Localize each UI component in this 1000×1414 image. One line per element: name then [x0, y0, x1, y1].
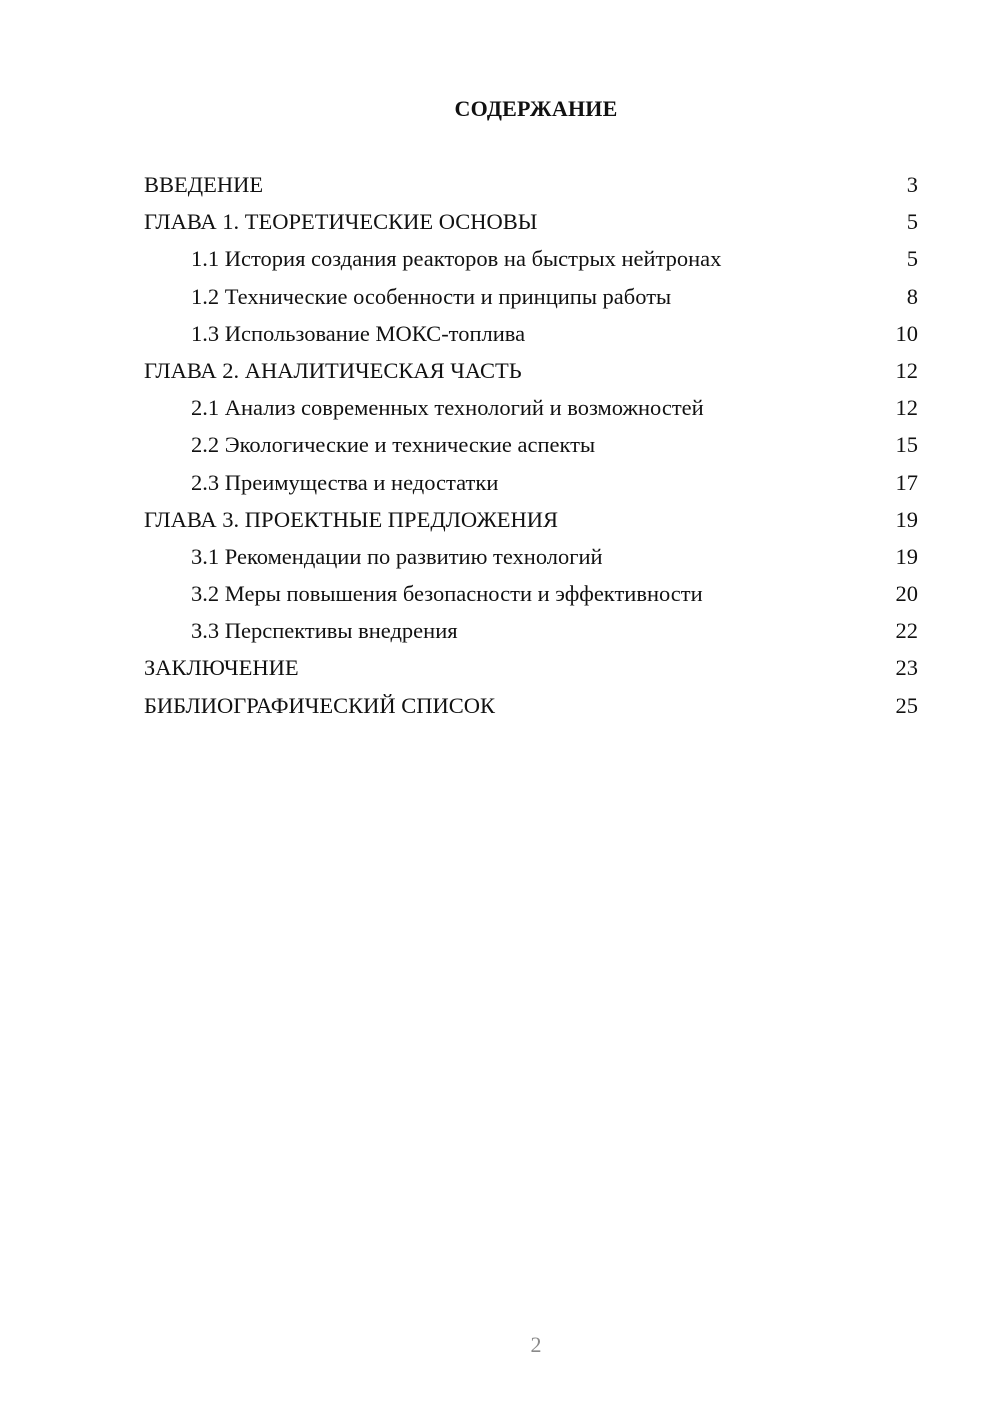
toc-entry	[144, 352, 918, 389]
toc-entry-page: 19	[895, 506, 918, 532]
toc-entry	[144, 687, 918, 724]
toc-entry-label: 3.3 Перспективы внедрения	[191, 618, 458, 644]
toc-entry-label: ГЛАВА 3. ПРОЕКТНЫЕ ПРЕДЛОЖЕНИЯ	[144, 506, 559, 532]
toc-entry-label: 1.1 История создания реакторов на быстрых нейтронах	[191, 246, 722, 272]
toc-entry-page: 12	[895, 357, 918, 383]
toc-entry-page: 5	[906, 246, 918, 272]
toc-entry	[144, 203, 918, 240]
toc-entry-page: 12	[895, 395, 918, 421]
toc-entry-label: 3.1 Рекомендации по развитию технологий	[191, 543, 603, 569]
toc-entry-label: ЗАКЛЮЧЕНИЕ	[144, 655, 299, 681]
toc-entry-label: БИБЛИОГРАФИЧЕСКИЙ СПИСОК	[144, 692, 496, 718]
toc-entry	[144, 426, 918, 463]
toc-entry-label: 1.3 Использование МОКС-топлива	[191, 320, 526, 346]
toc-entry-page: 15	[895, 432, 918, 458]
page-title: СОДЕРЖАНИЕ	[454, 96, 618, 121]
toc-entry-label: ВВЕДЕНИЕ	[144, 172, 264, 197]
toc-entry	[144, 612, 918, 649]
toc-entry	[144, 240, 918, 277]
toc-entry-page: 8	[906, 283, 918, 309]
toc-entry-label: ГЛАВА 1. ТЕОРЕТИЧЕСКИЕ ОСНОВЫ	[144, 209, 538, 235]
page-number: 2	[530, 1332, 542, 1357]
toc-entry-label: 3.2 Меры повышения безопасности и эффективности	[191, 581, 703, 607]
toc-entry	[144, 538, 918, 575]
toc-entry-page: 17	[895, 469, 918, 495]
toc-entry	[144, 464, 918, 501]
toc-entry	[144, 315, 918, 352]
toc-entry-page: 20	[895, 581, 918, 607]
toc-entry	[144, 278, 918, 315]
toc-entry-page: 5	[906, 209, 918, 235]
toc-entry	[144, 575, 918, 612]
toc-entry	[144, 501, 918, 538]
table-of-contents	[144, 166, 918, 724]
toc-entry-page: 10	[895, 320, 918, 346]
toc-entry	[144, 389, 918, 426]
toc-entry-label: ГЛАВА 2. АНАЛИТИЧЕСКАЯ ЧАСТЬ	[144, 357, 522, 383]
toc-entry-label: 1.2 Технические особенности и принципы работы	[191, 283, 672, 309]
toc-entry-label: 2.1 Анализ современных технологий и возможностей	[191, 395, 704, 421]
toc-entry-page: 19	[895, 543, 918, 569]
toc-entry-page: 23	[895, 655, 918, 681]
toc-entry-page: 3	[906, 172, 918, 197]
toc-entry	[144, 166, 918, 203]
toc-entry-page: 25	[895, 692, 918, 718]
toc-entry-page: 22	[895, 618, 918, 644]
toc-entry	[144, 649, 918, 686]
toc-entry-label: 2.2 Экологические и технические аспекты	[191, 432, 596, 458]
toc-entry-label: 2.3 Преимущества и недостатки	[191, 469, 499, 495]
